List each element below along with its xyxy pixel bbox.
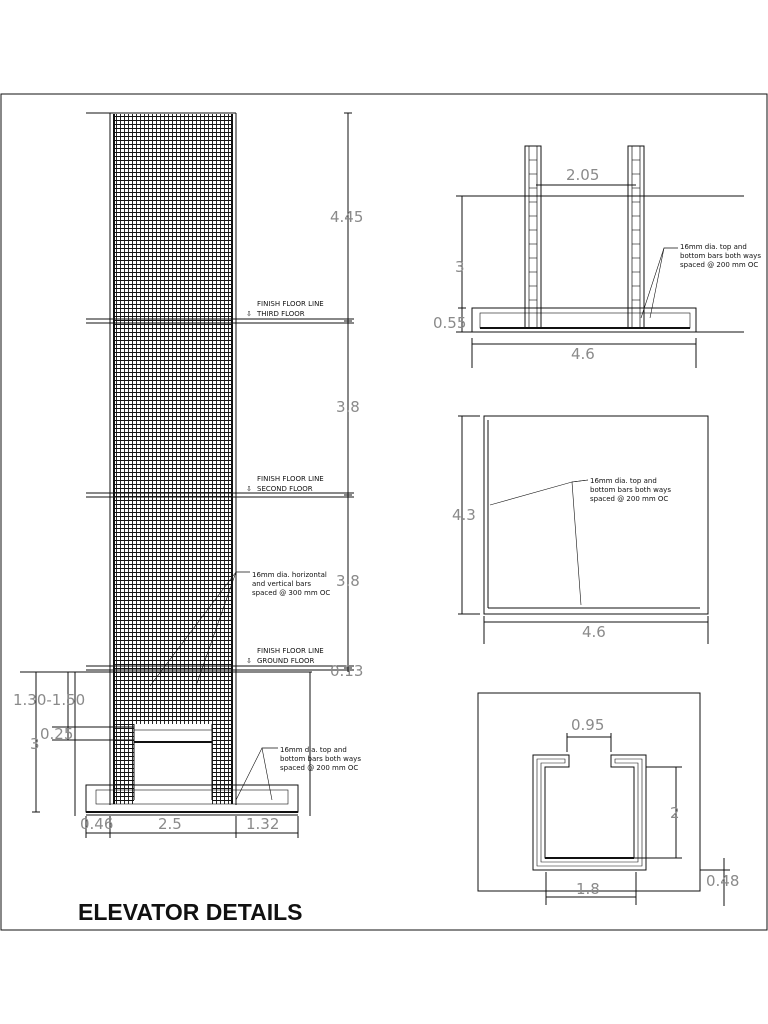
dim-4-6-plan: 4.6 xyxy=(582,623,606,641)
wall-rebar-grid xyxy=(114,114,232,724)
dim-2-05: 2.05 xyxy=(566,166,600,184)
svg-text:16mm dia. top and: 16mm dia. top and xyxy=(590,477,657,485)
dim-0-13: 0.13 xyxy=(330,662,364,680)
dim-3-8-upper: 3.8 xyxy=(336,398,360,416)
dim-1-32: 1.32 xyxy=(246,815,280,833)
ground-floor-label xyxy=(246,647,324,665)
dim-3-pit: 3 xyxy=(30,735,40,753)
dim-4-3-plan: 4.3 xyxy=(452,506,476,524)
dim-2-5: 2.5 xyxy=(158,815,182,833)
svg-text:16mm dia. top and: 16mm dia. top and xyxy=(280,746,347,754)
svg-text:and vertical bars: and vertical bars xyxy=(252,580,311,588)
svg-text:FINISH FLOOR LINE: FINISH FLOOR LINE xyxy=(257,475,324,483)
svg-text:16mm dia. top and: 16mm dia. top and xyxy=(680,243,747,251)
svg-text:FINISH FLOOR LINE: FINISH FLOOR LINE xyxy=(257,647,324,655)
svg-text:GROUND FLOOR: GROUND FLOOR xyxy=(257,657,315,665)
svg-text:⇩: ⇩ xyxy=(246,310,252,318)
second-floor-label xyxy=(246,475,324,493)
dim-4-6-section: 4.6 xyxy=(571,345,595,363)
svg-text:SECOND FLOOR: SECOND FLOOR xyxy=(257,485,313,493)
section-rebar-note xyxy=(680,243,761,269)
dim-0-95: 0.95 xyxy=(571,716,605,734)
dim-4-45: 4.45 xyxy=(330,208,364,226)
svg-text:FINISH FLOOR LINE: FINISH FLOOR LINE xyxy=(257,300,324,308)
dim-0-55: 0.55 xyxy=(433,314,467,332)
svg-text:⇩: ⇩ xyxy=(246,657,252,665)
svg-text:⇩: ⇩ xyxy=(246,485,252,493)
svg-text:spaced @ 200 mm OC: spaced @ 200 mm OC xyxy=(280,764,359,772)
page-title: ELEVATOR DETAILS xyxy=(78,899,303,925)
dim-2-pit: 2 xyxy=(670,804,680,822)
dim-0-25: 0.25 xyxy=(40,725,74,743)
wall-rebar-note xyxy=(252,571,330,597)
svg-text:spaced @ 300 mm OC: spaced @ 300 mm OC xyxy=(252,589,331,597)
dim-0-48: 0.48 xyxy=(706,872,740,890)
dim-1-8-pit: 1.8 xyxy=(576,880,600,898)
svg-text:bottom bars both ways: bottom bars both ways xyxy=(280,755,361,763)
third-floor-label xyxy=(246,300,324,318)
svg-text:THIRD FLOOR: THIRD FLOOR xyxy=(257,310,305,318)
svg-text:spaced @ 200 mm OC: spaced @ 200 mm OC xyxy=(590,495,669,503)
svg-text:spaced @ 200 mm OC: spaced @ 200 mm OC xyxy=(680,261,759,269)
plan-rebar-note xyxy=(590,477,671,503)
svg-text:bottom bars both ways: bottom bars both ways xyxy=(590,486,671,494)
dim-1-30-1-50: 1.30-1.50 xyxy=(13,691,86,709)
dim-3-8-lower: 3.8 xyxy=(336,572,360,590)
footing-rebar-note xyxy=(280,746,361,772)
svg-text:16mm dia. horizontal: 16mm dia. horizontal xyxy=(252,571,327,579)
dim-0-46: 0.46 xyxy=(80,815,114,833)
svg-text:bottom bars both ways: bottom bars both ways xyxy=(680,252,761,260)
foundation-slab-plan xyxy=(458,416,708,644)
dim-3-section: 3 xyxy=(455,258,465,276)
